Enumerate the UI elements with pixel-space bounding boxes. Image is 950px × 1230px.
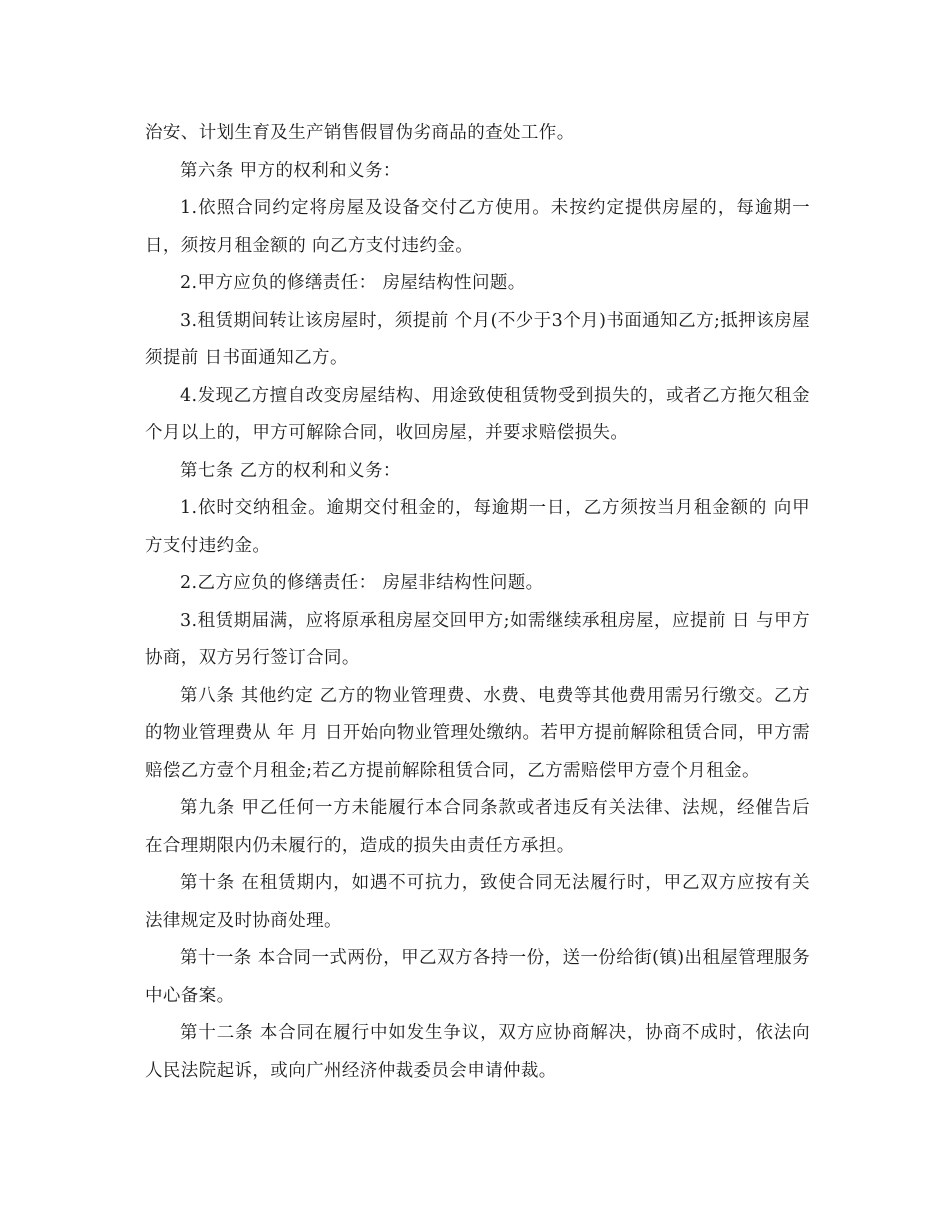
- article-7-item-1: 1.依时交纳租金。逾期交付租金的，每逾期一日，乙方须按当月租金额的 向甲方支付违约金。: [145, 498, 810, 556]
- article-6-heading: 第六条 甲方的权利和义务：: [180, 160, 401, 181]
- article-12: 第十二条 本合同在履行中如发生争议，双方应协商解决，协商不成时，依法向人民法院起诉，或向广州经济仲裁委员会申请仲裁。: [145, 1023, 810, 1081]
- article-6-item-2: 2.甲方应负的修缮责任： 房屋结构性问题。: [180, 273, 526, 293]
- document-body: [145, 115, 810, 1090]
- article-6-item-4: 4.发现乙方擅自改变房屋结构、用途致使租赁物受到损失的，或者乙方拖欠租金 个月以上的，甲方可解除合同，收回房屋，并要求赔偿损失。: [145, 385, 810, 443]
- article-7-item-3: 3.租赁期届满，应将原承租房屋交回甲方;如需继续承租房屋，应提前 日 与甲方协商，双方另行签订合同。: [145, 610, 810, 668]
- article-7-heading: 第七条 乙方的权利和义务：: [180, 460, 401, 481]
- article-6-item-3: 3.租赁期间转让该房屋时，须提前 个月(不少于3个月)书面通知乙方;抵押该房屋须提前 日书面通知乙方。: [145, 310, 810, 368]
- article-9: 第九条 甲乙任何一方未能履行本合同条款或者违反有关法律、法规，经催告后在合理期限内仍未履行的，造成的损失由责任方承担。: [145, 798, 810, 856]
- paragraph-continuation: 治安、计划生育及生产销售假冒伪劣商品的查处工作。: [145, 123, 575, 143]
- article-7-item-2: 2.乙方应负的修缮责任： 房屋非结构性问题。: [180, 573, 544, 593]
- article-10: 第十条 在租赁期内，如遇不可抗力，致使合同无法履行时，甲乙双方应按有关法律规定及时协商处理。: [145, 873, 810, 931]
- article-8: 第八条 其他约定 乙方的物业管理费、水费、电费等其他费用需另行缴交。乙方的物业管理费从 年 月 日开始向物业管理处缴纳。若甲方提前解除租赁合同，甲方需赔偿乙方壹个月租金;若乙方提前解除租赁合同，乙方需赔偿甲方壹个月租金。: [145, 685, 810, 781]
- article-6-item-1: 1.依照合同约定将房屋及设备交付乙方使用。未按约定提供房屋的，每逾期一日，须按月租金额的 向乙方支付违约金。: [145, 198, 810, 256]
- article-11: 第十一条 本合同一式两份，甲乙双方各持一份，送一份给街(镇)出租屋管理服务中心备案。: [145, 948, 810, 1006]
